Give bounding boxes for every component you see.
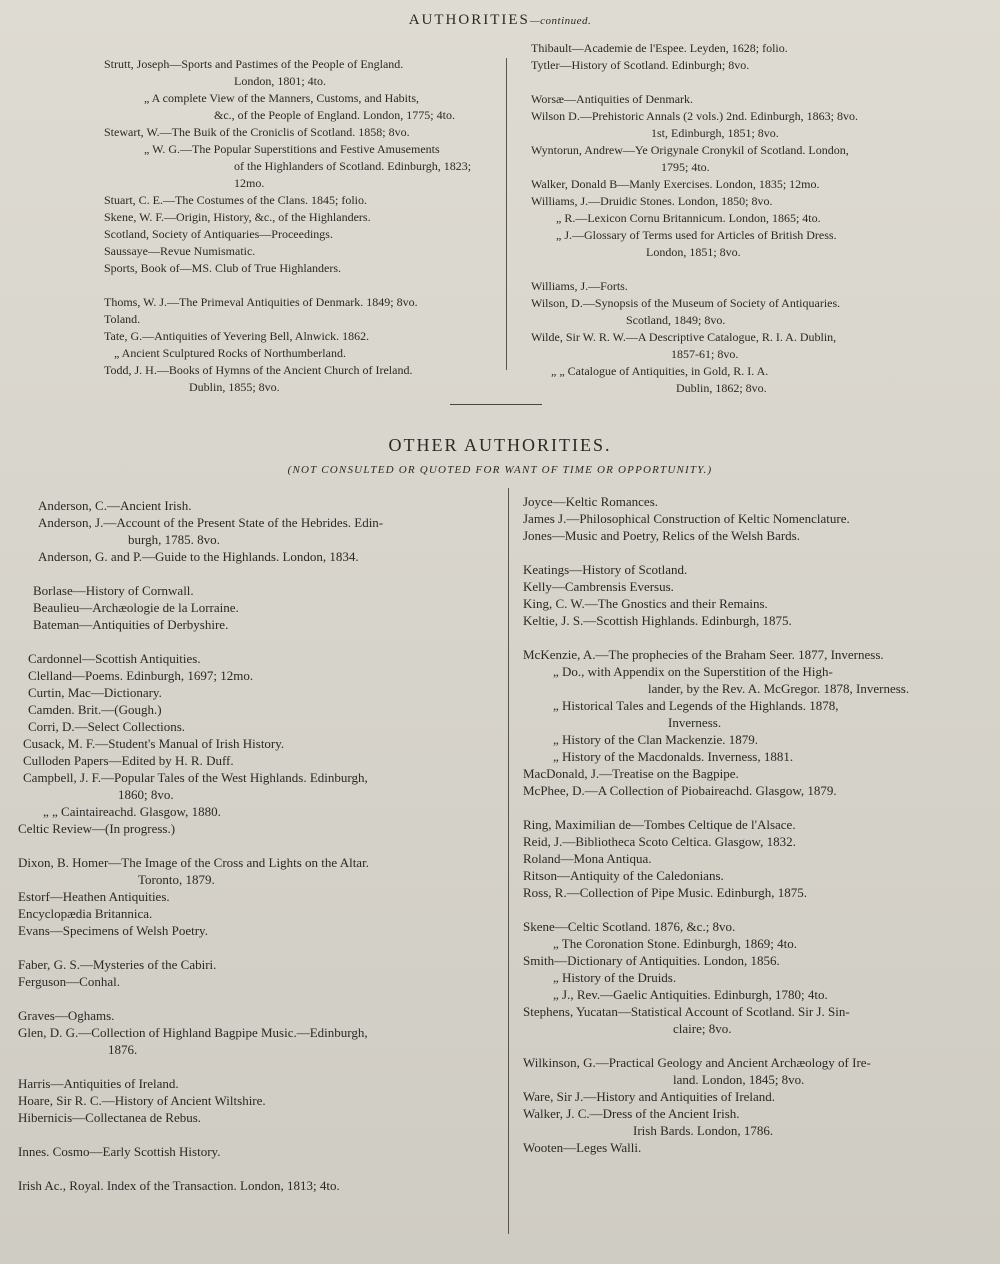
bibliography-entry: of the Highlanders of Scotland. Edinburgh, 1823; [234,159,472,173]
bibliography-entry: Thibault—Academie de l'Espee. Leyden, 1628; folio. [531,41,788,55]
bibliography-entry: Campbell, J. F.—Popular Tales of the West Highlands. Edinburgh, [23,770,368,785]
header-suffix: —continued. [529,15,592,27]
bibliography-entry: Harris—Antiquities of Ireland. [18,1076,179,1091]
bibliography-entry: Anderson, C.—Ancient Irish. [38,498,192,513]
bibliography-entry: Wilson, D.—Synopsis of the Museum of Society of Antiquaries. [531,296,841,310]
bibliography-entry: „ „ Catalogue of Antiquities, in Gold, R. I. A. [551,364,769,378]
bibliography-entry: Borlase—History of Cornwall. [33,583,194,598]
bibliography-entry: burgh, 1785. 8vo. [128,532,220,547]
bibliography-entry: Keatings—History of Scotland. [523,562,688,577]
bibliography-entry: Irish Ac., Royal. Index of the Transaction. London, 1813; 4to. [18,1178,340,1193]
bibliography-entry: Walker, Donald B—Manly Exercises. London, 1835; 12mo. [531,177,820,191]
bibliography-entry: Joyce—Keltic Romances. [523,494,659,509]
bibliography-entry: Curtin, Mac—Dictionary. [28,685,162,700]
bibliography-entry: Ross, R.—Collection of Pipe Music. Edinburgh, 1875. [523,885,807,900]
bibliography-entry: Cusack, M. F.—Student's Manual of Irish History. [23,736,285,751]
bibliography-entry: Skene—Celtic Scotland. 1876, &c.; 8vo. [523,919,736,934]
bibliography-entry: Williams, J.—Druidic Stones. London, 1850; 8vo. [531,194,773,208]
bibliography-entry: Beaulieu—Archæologie de la Lorraine. [33,600,239,615]
bibliography-entry: James J.—Philosophical Construction of Keltic Nomenclature. [523,511,850,526]
bibliography-entry: 1857-61; 8vo. [671,347,739,361]
bibliography-entry: „ The Coronation Stone. Edinburgh, 1869; 4to. [553,936,797,951]
bibliography-entry: Toronto, 1879. [138,872,215,887]
bibliography-entry: Estorf—Heathen Antiquities. [18,889,170,904]
bibliography-entry: „ W. G.—The Popular Superstitions and Festive Amusements [144,142,440,156]
bibliography-entry: „ J.—Glossary of Terms used for Articles of British Dress. [556,228,837,242]
section-subtitle: (NOT CONSULTED OR QUOTED FOR WANT OF TIME OR OPPORTUNITY.) [287,464,713,476]
bibliography-entry: Wyntorun, Andrew—Ye Origynale Cronykil of Scotland. London, [531,143,849,157]
bibliography-entry: McKenzie, A.—The prophecies of the Braham Seer. 1877, Inverness. [523,647,884,662]
bibliography-entry: Roland—Mona Antiqua. [523,851,652,866]
bibliography-entry: Saussaye—Revue Numismatic. [104,244,256,258]
top-left-column [104,56,499,396]
bibliography-entry: Dublin, 1855; 8vo. [189,380,280,394]
bibliography-entry: Ritson—Antiquity of the Caledonians. [523,868,724,883]
bibliography-entry: Tytler—History of Scotland. Edinburgh; 8vo. [531,58,750,72]
bibliography-entry: Williams, J.—Forts. [531,279,628,293]
bibliography-entry: Ring, Maximilian de—Tombes Celtique de l'Alsace. [523,817,796,832]
bibliography-entry: Jones—Music and Poetry, Relics of the Welsh Bards. [523,528,800,543]
bibliography-entry: Anderson, J.—Account of the Present State of the Hebrides. Edin- [38,515,384,530]
bibliography-entry: Ware, Sir J.—History and Antiquities of Ireland. [523,1089,776,1104]
bibliography-entry: „ History of the Druids. [553,970,677,985]
top-right-column [531,40,986,397]
bibliography-entry: „ R.—Lexicon Cornu Britannicum. London, 1865; 4to. [556,211,821,225]
bibliography-entry: Anderson, G. and P.—Guide to the Highlands. London, 1834. [38,549,359,564]
bibliography-entry: Celtic Review—(In progress.) [18,821,176,836]
bibliography-entry: land. London, 1845; 8vo. [673,1072,805,1087]
running-header [0,12,1000,29]
bibliography-entry: &c., of the People of England. London, 1775; 4to. [214,108,455,122]
bibliography-entry: Culloden Papers—Edited by H. R. Duff. [23,753,234,768]
column-divider-bottom [508,488,509,1234]
bibliography-entry: London, 1801; 4to. [234,74,326,88]
bibliography-entry: Irish Bards. London, 1786. [633,1123,774,1138]
bibliography-entry: Faber, G. S.—Mysteries of the Cabiri. [18,957,217,972]
bibliography-entry: MacDonald, J.—Treatise on the Bagpipe. [523,766,739,781]
bibliography-entry: Wooten—Leges Walli. [523,1140,642,1155]
bibliography-entry: Scotland, Society of Antiquaries—Proceedings. [104,227,333,241]
bibliography-entry: Evans—Specimens of Welsh Poetry. [18,923,208,938]
bibliography-entry: „ Historical Tales and Legends of the Highlands. 1878, [553,698,839,713]
bibliography-entry: lander, by the Rev. A. McGregor. 1878, Inverness. [648,681,910,696]
bibliography-entry: Kelly—Cambrensis Eversus. [523,579,674,594]
bibliography-entry: claire; 8vo. [673,1021,732,1036]
bibliography-entry: Thoms, W. J.—The Primeval Antiquities of Denmark. 1849; 8vo. [104,295,418,309]
bibliography-entry: Wilson D.—Prehistoric Annals (2 vols.) 2nd. Edinburgh, 1863; 8vo. [531,109,858,123]
bibliography-entry: Walker, J. C.—Dress of the Ancient Irish. [523,1106,740,1121]
bibliography-entry: 1795; 4to. [661,160,710,174]
bibliography-entry: Scotland, 1849; 8vo. [626,313,726,327]
bibliography-entry: Wilkinson, G.—Practical Geology and Ancient Archæology of Ire- [523,1055,871,1070]
bibliography-entry: Graves—Oghams. [18,1008,115,1023]
bibliography-entry: „ „ Caintaireachd. Glasgow, 1880. [43,804,221,819]
bibliography-entry: Smith—Dictionary of Antiquities. London, 1856. [523,953,780,968]
bibliography-entry: Clelland—Poems. Edinburgh, 1697; 12mo. [28,668,254,683]
bibliography-entry: Wilde, Sir W. R. W.—A Descriptive Catalogue, R. I. A. Dublin, [531,330,837,344]
header-title: AUTHORITIES [408,12,530,28]
bibliography-entry: Hoare, Sir R. C.—History of Ancient Wiltshire. [18,1093,266,1108]
bibliography-entry: Innes. Cosmo—Early Scottish History. [18,1144,221,1159]
bibliography-entry: „ History of the Clan Mackenzie. 1879. [553,732,759,747]
bibliography-entry: 1st, Edinburgh, 1851; 8vo. [651,126,779,140]
bibliography-entry: Inverness. [668,715,722,730]
bottom-left-column [18,497,503,1194]
bibliography-entry: Glen, D. G.—Collection of Highland Bagpipe Music.—Edinburgh, [18,1025,368,1040]
bibliography-entry: London, 1851; 8vo. [646,245,741,259]
bibliography-entry: Dublin, 1862; 8vo. [676,381,767,395]
bibliography-entry: Hibernicis—Collectanea de Rebus. [18,1110,202,1125]
bibliography-entry: Sports, Book of—MS. Club of True Highlanders. [104,261,342,275]
bibliography-entry: McPhee, D.—A Collection of Piobaireachd. Glasgow, 1879. [523,783,837,798]
bibliography-entry: Skene, W. F.—Origin, History, &c., of the Highlanders. [104,210,371,224]
bibliography-entry: King, C. W.—The Gnostics and their Remains. [523,596,768,611]
bibliography-entry: Cardonnel—Scottish Antiquities. [28,651,201,666]
bibliography-entry: Corri, D.—Select Collections. [28,719,186,734]
bibliography-entry: Toland. [104,312,141,326]
bibliography-entry: „ Ancient Sculptured Rocks of Northumberland. [114,346,346,360]
bibliography-entry: Camden. Brit.—(Gough.) [28,702,162,717]
bibliography-entry: Encyclopædia Britannica. [18,906,153,921]
bibliography-entry: Stuart, C. E.—The Costumes of the Clans. 1845; folio. [104,193,367,207]
bibliography-entry: Reid, J.—Bibliotheca Scoto Celtica. Glasgow, 1832. [523,834,796,849]
bibliography-entry: Ferguson—Conhal. [18,974,120,989]
bibliography-entry: Strutt, Joseph—Sports and Pastimes of the People of England. [104,57,404,71]
bibliography-entry: „ J., Rev.—Gaelic Antiquities. Edinburgh, 1780; 4to. [553,987,828,1002]
bibliography-entry: 1876. [108,1042,138,1057]
bibliography-entry: Keltie, J. S.—Scottish Highlands. Edinburgh, 1875. [523,613,792,628]
bibliography-entry: Todd, J. H.—Books of Hymns of the Ancient Church of Ireland. [104,363,413,377]
bibliography-entry: 1860; 8vo. [118,787,174,802]
bibliography-entry: Worsæ—Antiquities of Denmark. [531,92,694,106]
bibliography-entry: 12mo. [234,176,265,190]
bibliography-entry: „ A complete View of the Manners, Customs, and Habits, [144,91,420,105]
bibliography-entry: Bateman—Antiquities of Derbyshire. [33,617,229,632]
bibliography-entry: Tate, G.—Antiquities of Yevering Bell, Alnwick. 1862. [104,329,370,343]
section-title: OTHER AUTHORITIES. [388,435,612,455]
bottom-right-column [523,493,993,1156]
bibliography-entry: „ History of the Macdonalds. Inverness, 1881. [553,749,794,764]
bibliography-entry: Dixon, B. Homer—The Image of the Cross and Lights on the Altar. [18,855,369,870]
bibliography-entry: Stephens, Yucatan—Statistical Account of Scotland. Sir J. Sin- [523,1004,850,1019]
bibliography-entry: Stewart, W.—The Buik of the Croniclis of Scotland. 1858; 8vo. [104,125,410,139]
column-divider-top [506,58,507,370]
bibliography-entry: „ Do., with Appendix on the Superstition of the High- [553,664,833,679]
section-separator [450,404,542,405]
